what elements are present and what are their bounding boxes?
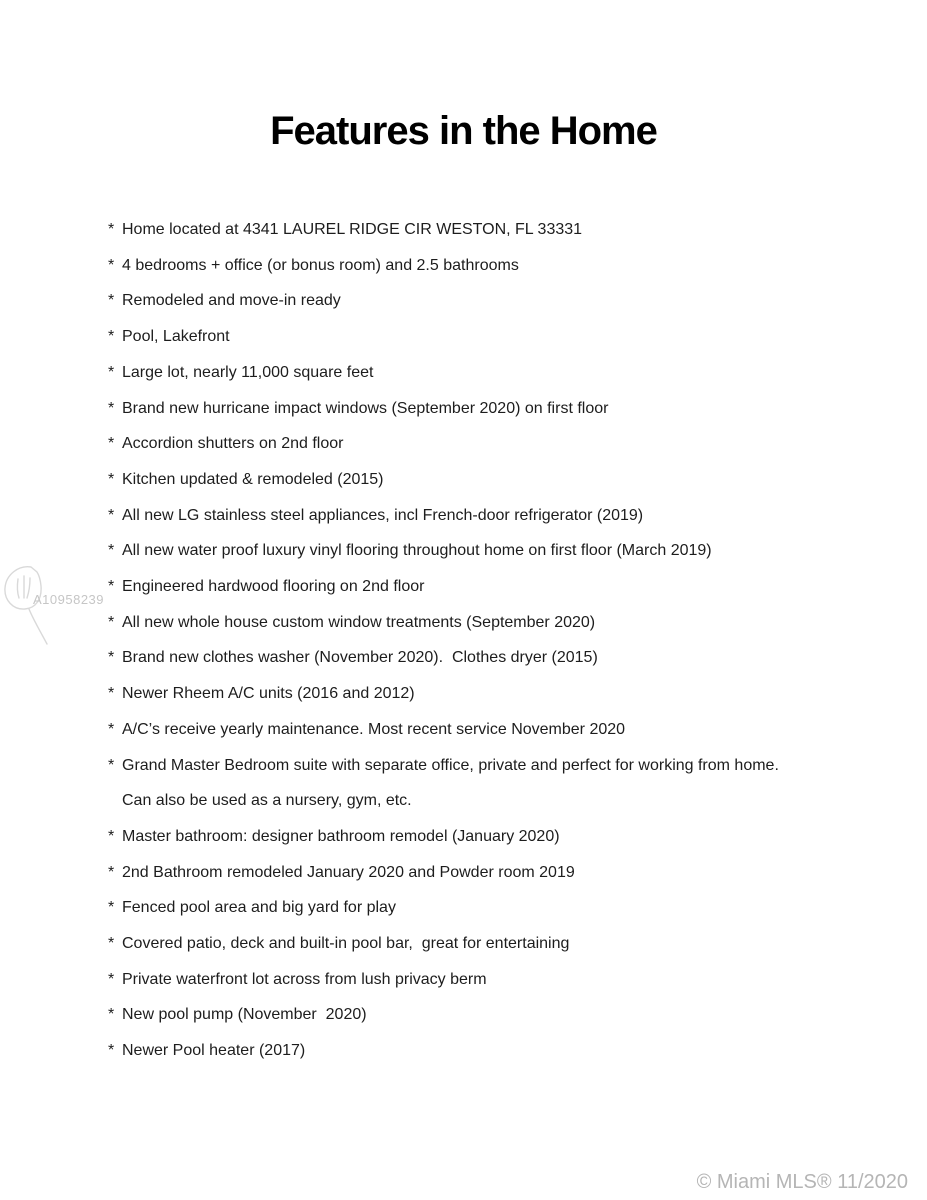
bullet-asterisk: * — [108, 1042, 115, 1060]
feature-item — [108, 605, 868, 641]
feature-line — [108, 605, 868, 641]
feature-item — [108, 997, 868, 1033]
feature-line — [108, 498, 868, 534]
bullet-asterisk: * — [108, 863, 115, 881]
feature-text: Brand new hurricane impact windows (September 2020) on first floor — [122, 399, 609, 417]
feature-text: A/C’s receive yearly maintenance. Most recent service November 2020 — [122, 720, 626, 738]
bullet-asterisk: * — [108, 613, 115, 631]
bullet-asterisk: * — [108, 1006, 115, 1024]
features-list — [108, 212, 868, 1069]
feature-line — [108, 283, 868, 319]
feature-line — [108, 712, 868, 748]
feature-line — [108, 391, 868, 427]
feature-item — [108, 355, 868, 391]
bullet-asterisk: * — [108, 292, 115, 310]
feature-text: Private waterfront lot across from lush privacy berm — [122, 970, 487, 988]
bullet-asterisk: * — [108, 756, 115, 774]
feature-item — [108, 890, 868, 926]
feature-text: Engineered hardwood flooring on 2nd floor — [122, 578, 425, 596]
feature-line — [108, 855, 868, 891]
bullet-asterisk: * — [108, 328, 115, 346]
feature-item — [108, 426, 868, 462]
bullet-asterisk: * — [108, 899, 115, 917]
feature-text: Home located at 4341 LAUREL RIDGE CIR WESTON, FL 33331 — [122, 221, 583, 238]
feature-item — [108, 748, 868, 819]
feature-text: Large lot, nearly 11,000 square feet — [122, 363, 374, 381]
feature-text: 4 bedrooms + office (or bonus room) and 2.5 bathrooms — [122, 256, 519, 274]
feature-item — [108, 283, 868, 319]
bullet-asterisk: * — [108, 935, 115, 953]
mls-number: A10958239 — [33, 592, 105, 607]
feature-item — [108, 819, 868, 855]
feature-item — [108, 855, 868, 891]
feature-line — [108, 819, 868, 855]
bullet-asterisk: * — [108, 256, 115, 274]
copyright-footer: © Miami MLS® 11/2020 — [696, 1171, 908, 1193]
bullet-asterisk: * — [108, 542, 115, 560]
feature-text: Covered patio, deck and built-in pool bar, great for entertaining — [122, 935, 570, 953]
feature-item — [108, 212, 868, 248]
feature-line — [108, 248, 868, 284]
feature-text: Accordion shutters on 2nd floor — [122, 435, 344, 453]
feature-line — [108, 533, 868, 569]
feature-line — [108, 890, 868, 926]
bullet-asterisk: * — [108, 221, 115, 238]
feature-text: Remodeled and move-in ready — [122, 292, 341, 310]
feature-text: Brand new clothes washer (November 2020). Clothes dryer (2015) — [122, 649, 598, 667]
feature-item — [108, 1033, 868, 1069]
feature-line — [108, 676, 868, 712]
feature-continuation-line — [122, 783, 868, 819]
feature-text: Can also be used as a nursery, gym, etc. — [122, 792, 412, 810]
feature-item — [108, 391, 868, 427]
bullet-asterisk: * — [108, 578, 115, 596]
feature-line — [108, 962, 868, 998]
feature-text: 2nd Bathroom remodeled January 2020 and Powder room 2019 — [122, 863, 575, 881]
feature-text: All new water proof luxury vinyl flooring throughout home on first floor (March 2019) — [122, 542, 712, 560]
bullet-asterisk: * — [108, 399, 115, 417]
feature-text: Kitchen updated & remodeled (2015) — [122, 470, 384, 488]
feature-item — [108, 319, 868, 355]
bullet-asterisk: * — [108, 720, 115, 738]
bullet-asterisk: * — [108, 685, 115, 703]
feature-text: All new LG stainless steel appliances, incl French-door refrigerator (2019) — [122, 506, 644, 524]
page-title: Features in the Home — [270, 109, 657, 153]
bullet-asterisk: * — [108, 435, 115, 453]
bullet-asterisk: * — [108, 827, 115, 845]
feature-item — [108, 462, 868, 498]
feature-text: Newer Rheem A/C units (2016 and 2012) — [122, 685, 415, 703]
feature-item — [108, 712, 868, 748]
feature-item — [108, 640, 868, 676]
bullet-asterisk: * — [108, 970, 115, 988]
feature-line — [108, 355, 868, 391]
feature-line — [108, 569, 868, 605]
mls-watermark — [0, 563, 140, 648]
bullet-asterisk: * — [108, 470, 115, 488]
feature-line — [108, 426, 868, 462]
feature-item — [108, 248, 868, 284]
feature-text: Pool, Lakefront — [122, 328, 230, 346]
feature-text: All new whole house custom window treatments (September 2020) — [122, 613, 596, 631]
feature-line — [108, 640, 868, 676]
feature-text: New pool pump (November 2020) — [122, 1006, 367, 1024]
feature-item — [108, 498, 868, 534]
feature-line — [108, 212, 868, 248]
feature-line — [108, 1033, 868, 1069]
feature-text: Newer Pool heater (2017) — [122, 1042, 306, 1060]
feature-item — [108, 533, 868, 569]
feature-text: Fenced pool area and big yard for play — [122, 899, 396, 917]
feature-line — [108, 462, 868, 498]
feature-line — [108, 926, 868, 962]
feature-text: Master bathroom: designer bathroom remodel (January 2020) — [122, 827, 560, 845]
bullet-asterisk: * — [108, 649, 115, 667]
bullet-asterisk: * — [108, 506, 115, 524]
feature-item — [108, 569, 868, 605]
feature-item — [108, 676, 868, 712]
feature-line — [108, 748, 868, 784]
feature-item — [108, 962, 868, 998]
bullet-asterisk: * — [108, 363, 115, 381]
feature-line — [108, 319, 868, 355]
feature-line — [108, 997, 868, 1033]
feature-item — [108, 926, 868, 962]
feature-text: Grand Master Bedroom suite with separate office, private and perfect for working from home. — [122, 756, 779, 774]
